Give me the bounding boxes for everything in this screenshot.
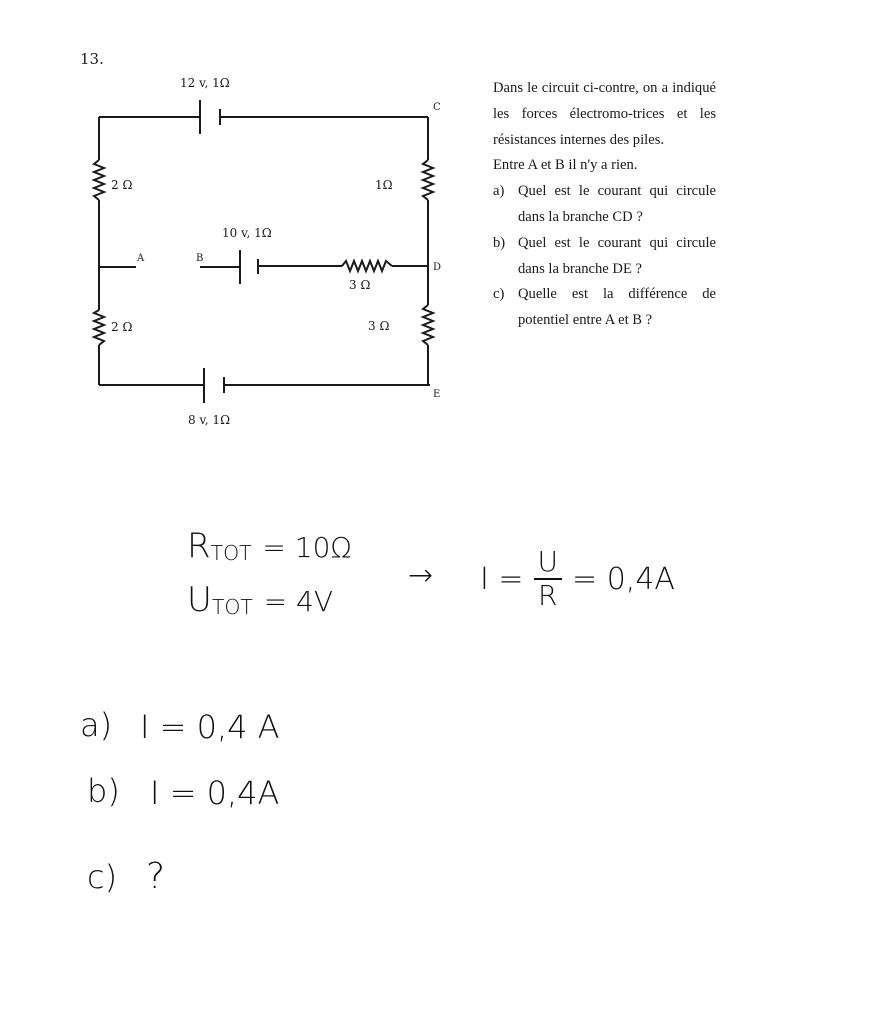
node-b-label: B bbox=[196, 253, 204, 264]
resistor-left-bottom-label: 2 Ω bbox=[111, 320, 133, 334]
hw-r-tot bbox=[187, 526, 352, 566]
question-b bbox=[493, 231, 716, 283]
battery-top bbox=[200, 100, 220, 134]
hw-answer-a-mark: a) bbox=[80, 706, 113, 744]
hw-u-tot-sub: TOT bbox=[211, 595, 253, 620]
battery-bottom bbox=[204, 368, 224, 403]
question-c-mark: c) bbox=[493, 286, 505, 303]
hw-answer-c-value: ? bbox=[146, 856, 166, 897]
exercise-number: 13. bbox=[80, 50, 104, 68]
battery-middle bbox=[240, 250, 258, 284]
hw-u-tot-value: = 4V bbox=[263, 585, 334, 618]
node-c-label: C bbox=[433, 102, 441, 113]
problem-statement bbox=[493, 76, 716, 334]
resistor-right-bottom-label: 3 Ω bbox=[368, 319, 390, 333]
hw-u-tot-symbol: U bbox=[187, 580, 212, 620]
hw-r-tot-sub: TOT bbox=[210, 541, 252, 566]
hw-u-tot bbox=[187, 580, 333, 620]
statement-intro: Dans le circuit ci-contre, on a indiqué les forces électromo-trices et les résistances internes des piles. bbox=[493, 80, 716, 148]
question-a-mark: a) bbox=[493, 183, 505, 200]
node-e-label: E bbox=[433, 389, 441, 400]
hw-fraction-den: R bbox=[538, 579, 558, 612]
hw-answer-b-mark: b) bbox=[87, 772, 120, 810]
hw-answer-b-value: I = 0,4A bbox=[150, 774, 280, 812]
hw-fraction-num: U bbox=[534, 548, 563, 580]
resistor-left-top-label: 2 Ω bbox=[111, 178, 133, 192]
question-b-text: Quel est le courant qui circule dans la branche DE ? bbox=[518, 234, 716, 277]
hw-answer-c-mark: c) bbox=[87, 858, 118, 896]
resistor-left-top bbox=[94, 160, 104, 200]
hw-i-result: = 0,4A bbox=[572, 561, 675, 597]
resistor-middle bbox=[342, 261, 392, 271]
hw-answer-a-value: I = 0,4 A bbox=[140, 708, 280, 746]
hw-arrow: → bbox=[408, 558, 434, 593]
resistor-right-bottom bbox=[423, 305, 433, 345]
hw-ohm-law bbox=[480, 545, 675, 612]
node-d-label: D bbox=[433, 262, 442, 273]
resistor-right-top bbox=[423, 160, 433, 200]
battery-top-label: 12 v, 1Ω bbox=[180, 76, 230, 90]
circuit-wires bbox=[99, 117, 430, 385]
resistor-middle-label: 3 Ω bbox=[349, 278, 371, 292]
node-a-label: A bbox=[137, 253, 145, 264]
hw-fraction bbox=[534, 545, 563, 612]
question-a bbox=[493, 179, 716, 231]
resistor-left-bottom bbox=[94, 310, 104, 345]
question-c bbox=[493, 282, 716, 334]
battery-bottom-label: 8 v, 1Ω bbox=[188, 413, 231, 427]
hw-i-lhs: I = bbox=[480, 561, 524, 597]
question-c-text: Quelle est la différence de potentiel entre A et B ? bbox=[518, 286, 716, 329]
question-b-mark: b) bbox=[493, 234, 506, 251]
battery-middle-label: 10 v, 1Ω bbox=[222, 226, 272, 240]
circuit-diagram bbox=[0, 0, 894, 460]
question-a-text: Quel est le courant qui circule dans la branche CD ? bbox=[518, 183, 716, 225]
resistor-right-top-label: 1Ω bbox=[375, 178, 393, 192]
hw-r-tot-value: = 10Ω bbox=[262, 531, 352, 564]
hw-r-tot-symbol: R bbox=[187, 526, 211, 566]
statement-note: Entre A et B il n'y a rien. bbox=[493, 157, 638, 174]
